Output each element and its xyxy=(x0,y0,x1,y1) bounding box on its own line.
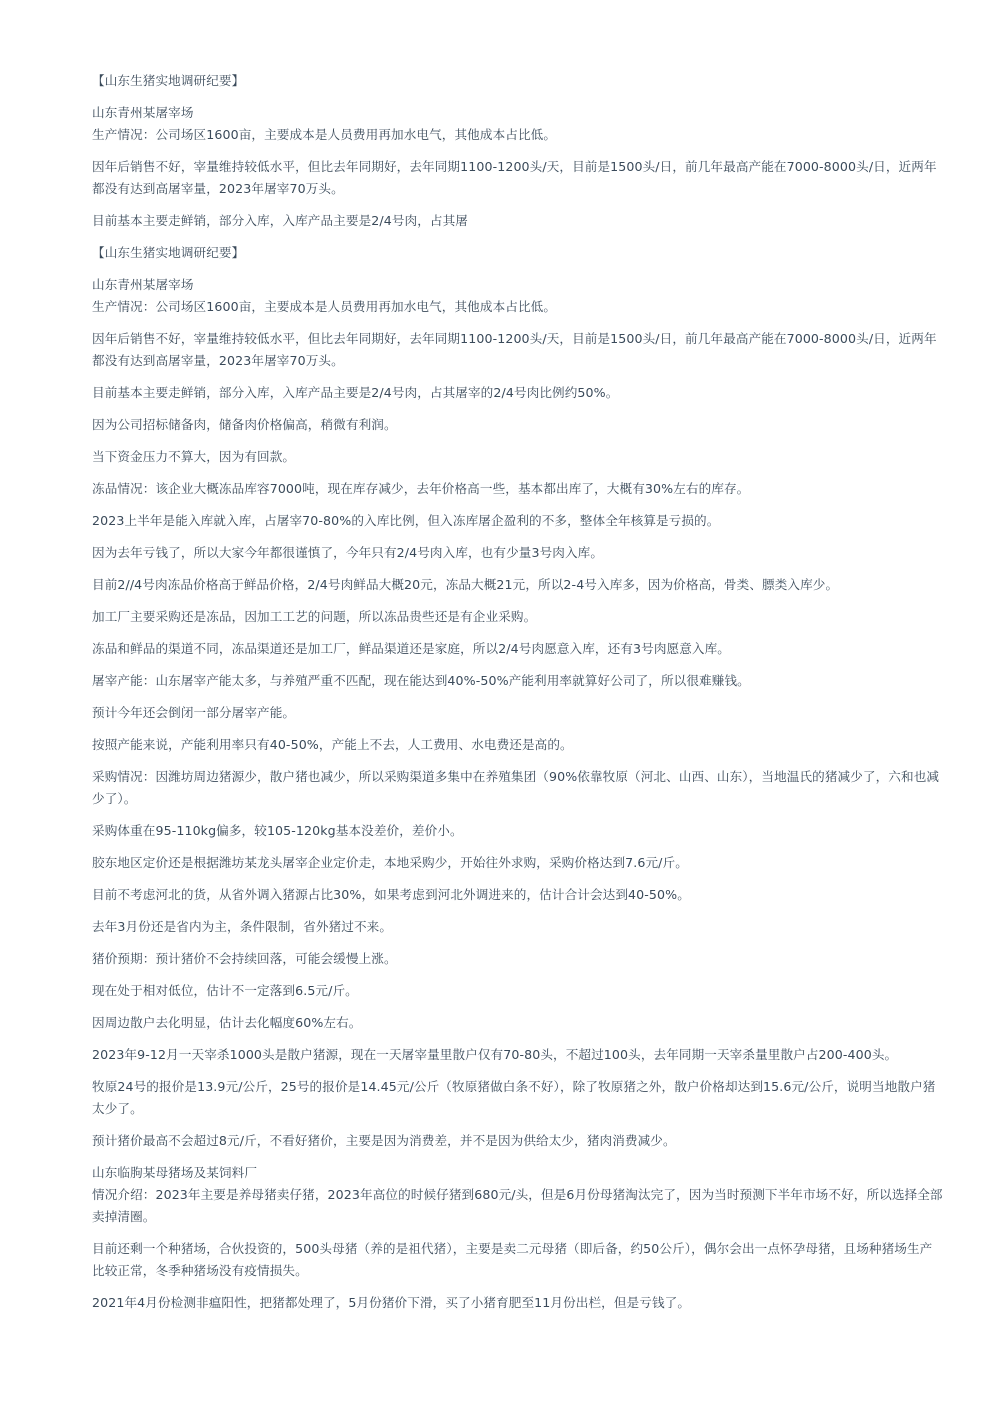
paragraph-18: 冻品和鲜品的渠道不同，冻品渠道还是加工厂，鲜品渠道还是家庭，所以2/4号肉愿意入库，还有3号肉愿意入库。 xyxy=(92,641,730,656)
paragraph-1: 【山东生猪实地调研纪要】 xyxy=(92,73,245,88)
paragraph-9: 因年后销售不好，宰量维持较低水平，但比去年同期好，去年同期1100-1200头/天，目前是1500头/日，前几年最高产能在7000-8000头/日，近两年都没有达到高屠宰量，2023年屠宰70万头。 xyxy=(92,331,937,368)
paragraph-19: 屠宰产能：山东屠宰产能太多，与养殖严重不匹配，现在能达到40%-50%产能利用率就算好公司了，所以很难赚钱。 xyxy=(92,673,750,688)
paragraph-24: 胶东地区定价还是根据潍坊某龙头屠宰企业定价走，本地采购少，开始往外求购，采购价格达到7.6元/斤。 xyxy=(92,855,688,870)
paragraph-34: 情况介绍：2023年主要是养母猪卖仔猪，2023年高位的时候仔猪到680元/头，但是6月份母猪淘汰完了，因为当时预测下半年市场不好，所以选择全部卖掉清圈。 xyxy=(92,1187,943,1224)
paragraph-4: 因年后销售不好，宰量维持较低水平，但比去年同期好，去年同期1100-1200头/天，目前是1500头/日，前几年最高产能在7000-8000头/日，近两年都没有达到高屠宰量，2023年屠宰70万头。 xyxy=(92,159,937,196)
paragraph-10: 目前基本主要走鲜销，部分入库，入库产品主要是2/4号肉，占其屠宰的2/4号肉比例约50%。 xyxy=(92,385,619,400)
paragraph-32: 预计猪价最高不会超过8元/斤，不看好猪价，主要是因为消费差，并不是因为供给太少，猪肉消费减少。 xyxy=(92,1133,676,1148)
paragraph-7: 山东青州某屠宰场 xyxy=(92,277,194,292)
paragraph-33: 山东临朐某母猪场及某饲料厂 xyxy=(92,1165,258,1180)
paragraph-8: 生产情况：公司场区1600亩，主要成本是人员费用再加水电气，其他成本占比低。 xyxy=(92,299,557,314)
paragraph-15: 因为去年亏钱了，所以大家今年都很谨慎了，今年只有2/4号肉入库，也有少量3号肉入库。 xyxy=(92,545,604,560)
paragraph-2: 山东青州某屠宰场 xyxy=(92,105,194,120)
document-body xyxy=(92,70,944,1324)
paragraph-23: 采购体重在95-110kg偏多，较105-120kg基本没差价，差价小。 xyxy=(92,823,463,838)
paragraph-25: 目前不考虑河北的货，从省外调入猪源占比30%，如果考虑到河北外调进来的，估计合计会达到40-50%。 xyxy=(92,887,690,902)
paragraph-27: 猪价预期：预计猪价不会持续回落，可能会缓慢上涨。 xyxy=(92,951,397,966)
paragraph-16: 目前2//4号肉冻品价格高于鲜品价格，2/4号肉鲜品大概20元，冻品大概21元，所以2-4号入库多，因为价格高，骨类、膘类入库少。 xyxy=(92,577,839,592)
paragraph-35: 目前还剩一个种猪场，合伙投资的，500头母猪（养的是祖代猪），主要是卖二元母猪（即后备，约50公斤），偶尔会出一点怀孕母猪，且场种猪场生产比较正常，冬季种猪场没有疫情损失。 xyxy=(92,1241,933,1278)
paragraph-6: 【山东生猪实地调研纪要】 xyxy=(92,245,245,260)
paragraph-11: 因为公司招标储备肉，储备肉价格偏高，稍微有利润。 xyxy=(92,417,397,432)
paragraph-14: 2023上半年是能入库就入库，占屠宰70-80%的入库比例，但入冻库屠企盈利的不多，整体全年核算是亏损的。 xyxy=(92,513,720,528)
paragraph-30: 2023年9-12月一天宰杀1000头是散户猪源，现在一天屠宰量里散户仅有70-80头，不超过100头，去年同期一天宰杀量里散户占200-400头。 xyxy=(92,1047,898,1062)
paragraph-36: 2021年4月份检测非瘟阳性，把猪都处理了，5月份猪价下滑，买了小猪育肥至11月份出栏，但是亏钱了。 xyxy=(92,1295,691,1310)
paragraph-28: 现在处于相对低位，估计不一定落到6.5元/斤。 xyxy=(92,983,358,998)
paragraph-31: 牧原24号的报价是13.9元/公斤，25号的报价是14.45元/公斤（牧原猪做白条不好），除了牧原猪之外，散户价格却达到15.6元/公斤，说明当地散户猪太少了。 xyxy=(92,1079,936,1116)
paragraph-13: 冻品情况：该企业大概冻品库容7000吨，现在库存减少，去年价格高一些，基本都出库了，大概有30%左右的库存。 xyxy=(92,481,750,496)
paragraph-29: 因周边散户去化明显，估计去化幅度60%左右。 xyxy=(92,1015,362,1030)
paragraph-17: 加工厂主要采购还是冻品，因加工工艺的问题，所以冻品贵些还是有企业采购。 xyxy=(92,609,537,624)
paragraph-3: 生产情况：公司场区1600亩，主要成本是人员费用再加水电气，其他成本占比低。 xyxy=(92,127,557,142)
paragraph-5: 目前基本主要走鲜销，部分入库，入库产品主要是2/4号肉，占其屠 xyxy=(92,213,468,228)
paragraph-21: 按照产能来说，产能利用率只有40-50%，产能上不去，人工费用、水电费还是高的。 xyxy=(92,737,573,752)
paragraph-22: 采购情况：因潍坊周边猪源少，散户猪也减少，所以采购渠道多集中在养殖集团（90%依靠牧原（河北、山西、山东），当地温氏的猪减少了，六和也减少了）。 xyxy=(92,769,940,806)
paragraph-26: 去年3月份还是省内为主，条件限制，省外猪过不来。 xyxy=(92,919,393,934)
paragraph-20: 预计今年还会倒闭一部分屠宰产能。 xyxy=(92,705,296,720)
paragraph-12: 当下资金压力不算大，因为有回款。 xyxy=(92,449,296,464)
